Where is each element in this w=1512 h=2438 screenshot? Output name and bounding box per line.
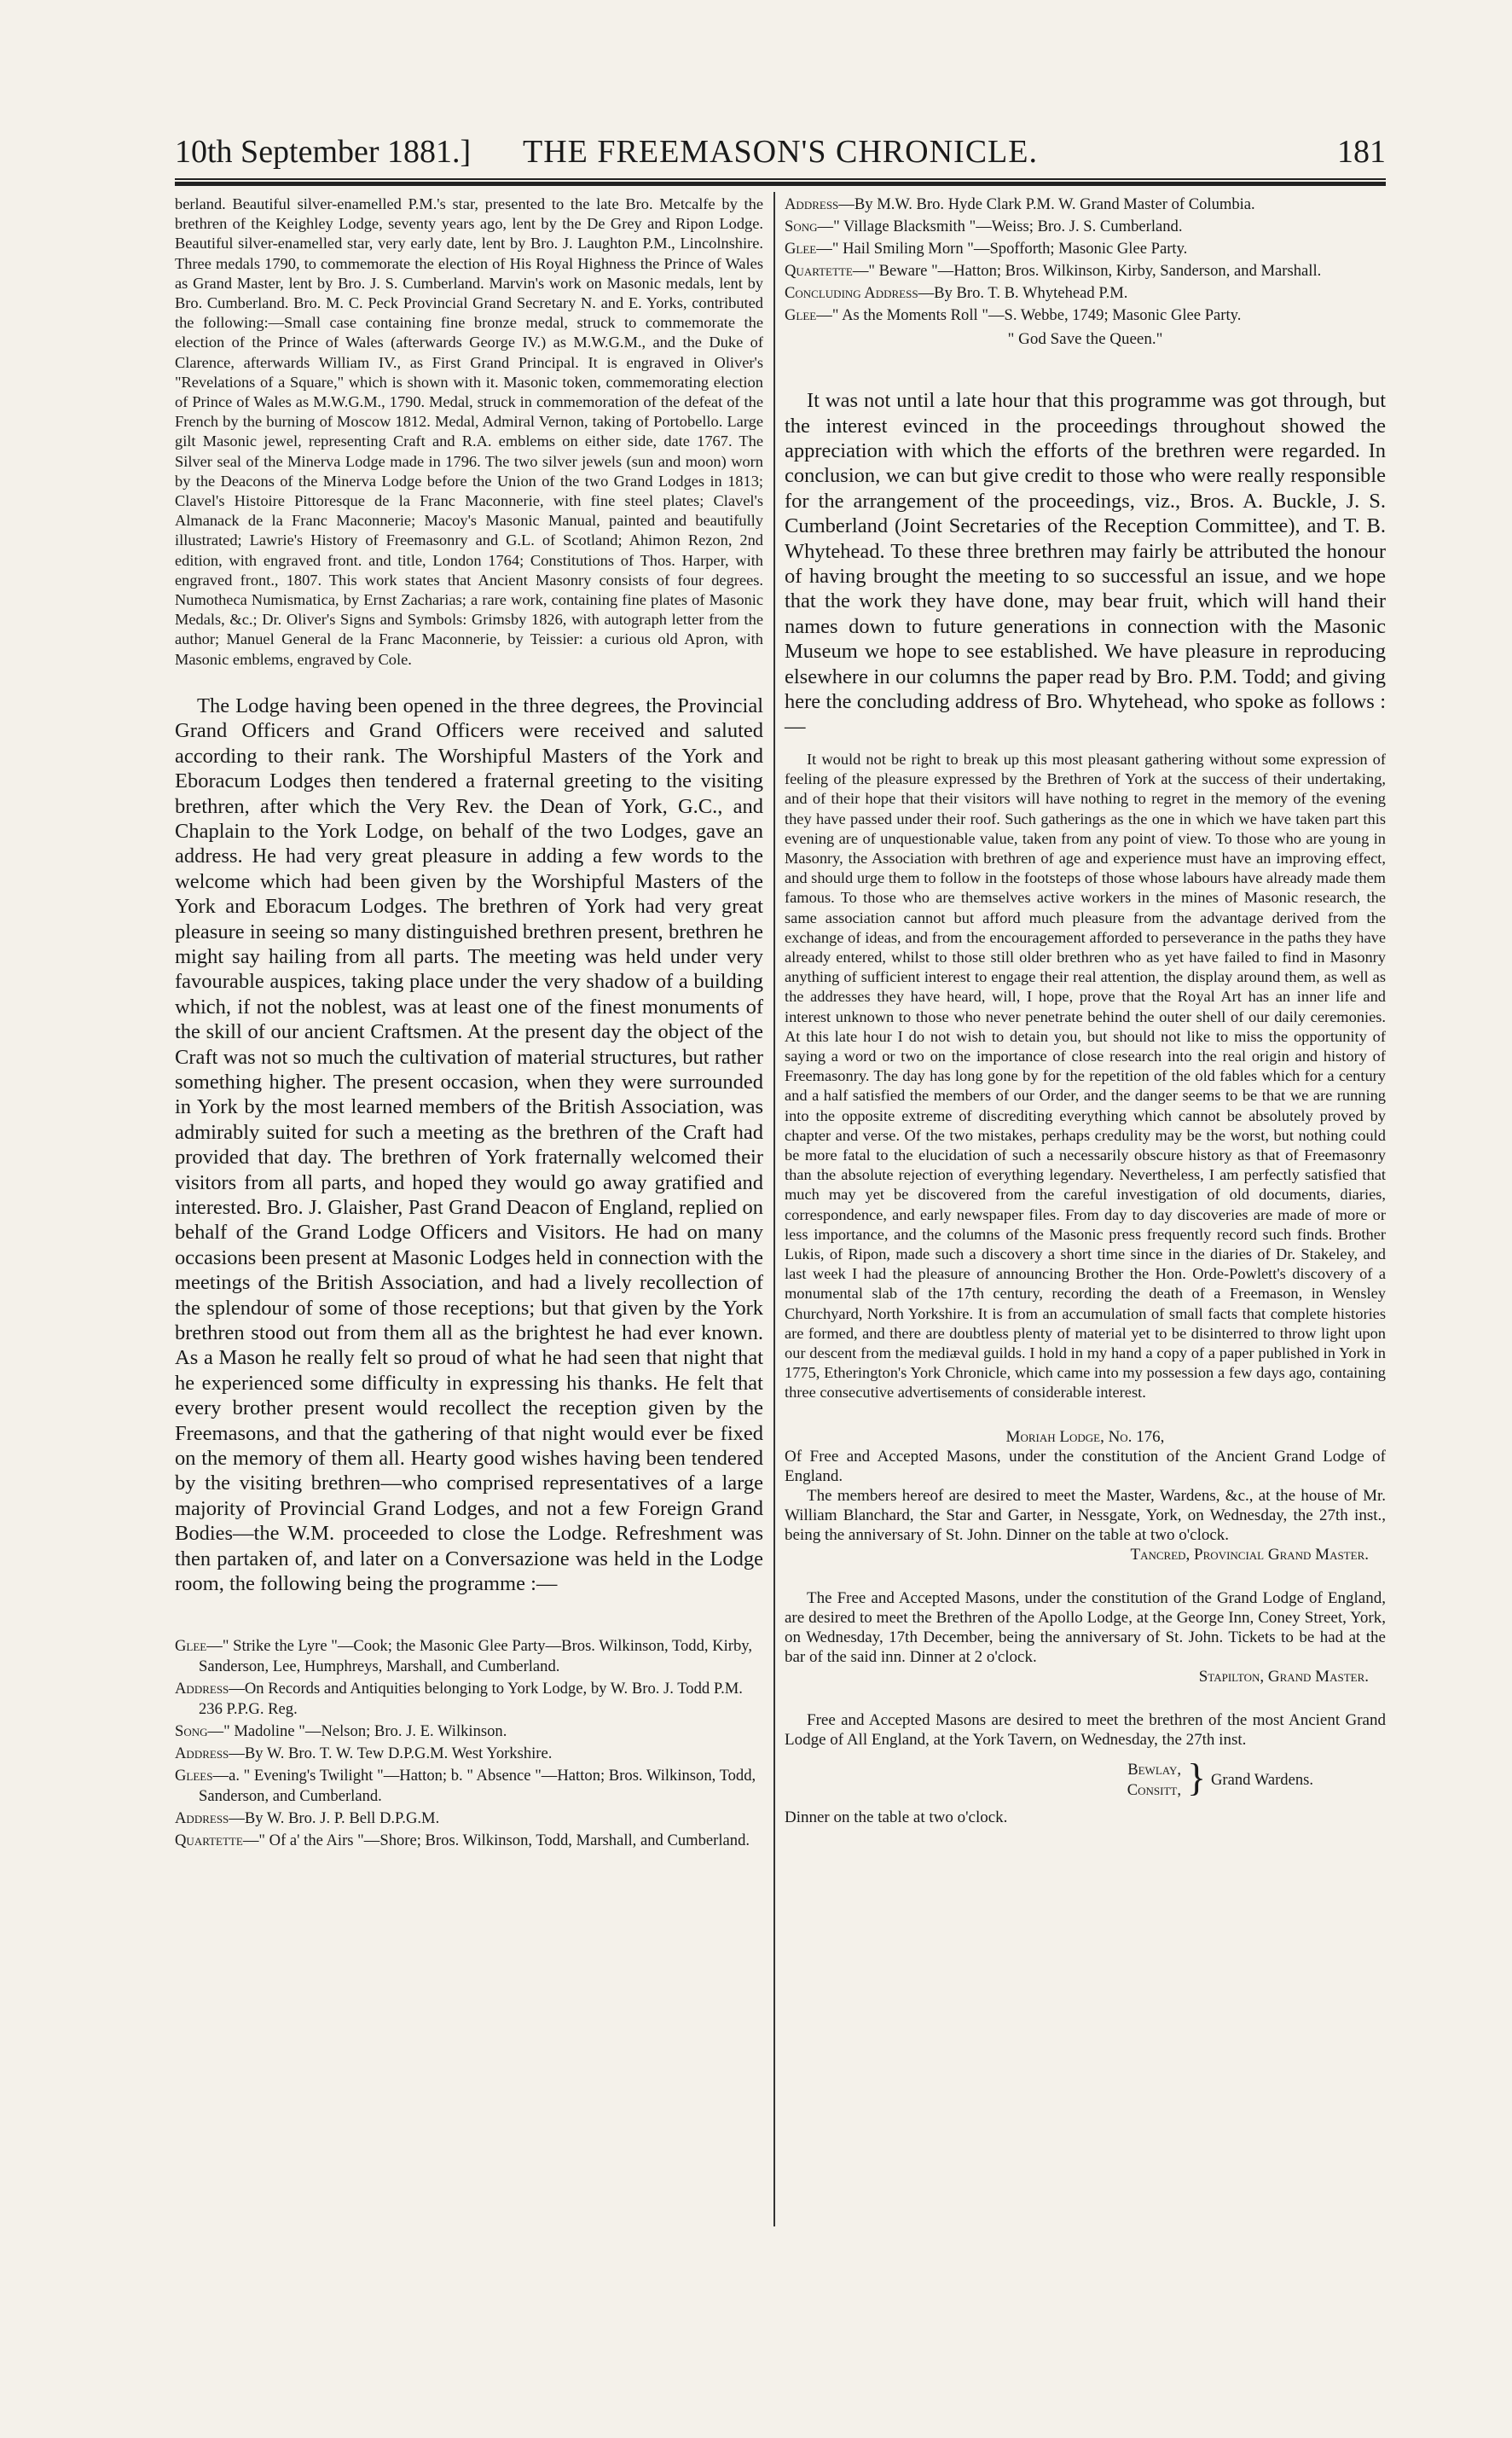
right-column xyxy=(785,194,1386,1827)
issue-date: 10th September 1881.] xyxy=(175,134,472,170)
programme-item: Address—By M.W. Bro. Hyde Clark P.M. W. Grand Master of Columbia. xyxy=(785,195,1255,213)
header-rule-thick xyxy=(175,182,1386,186)
programme-item: Glee—" Strike the Lyre "—Cook; the Masonic Glee Party—Bros. Wilkinson, Todd, Kirby, Sanderson, Lee, Humphreys, Marshall, and Cumberland. xyxy=(175,1636,753,1675)
page-number: 181 xyxy=(1337,134,1386,170)
moriah-lodge-heading: Moriah Lodge, No. 176, xyxy=(1005,1427,1165,1446)
programme-item: Address—On Records and Antiquities belonging to York Lodge, by W. Bro. J. Todd P.M. 236 P.P.G. Reg. xyxy=(175,1679,743,1718)
ancient-lodge-dinner: Dinner on the table at two o'clock. xyxy=(785,1808,1008,1827)
programme-item: Glee—" Hail Smiling Morn "—Spofforth; Masonic Glee Party. xyxy=(785,240,1188,258)
programme-item: Song—" Madoline "—Nelson; Bro. J. E. Wilkinson. xyxy=(175,1721,507,1740)
programme-item: Quartette—" Beware "—Hatton; Bros. Wilkinson, Kirby, Sanderson, and Marshall. xyxy=(785,262,1322,280)
warden-name: Consitt, xyxy=(1127,1781,1181,1800)
column-divider xyxy=(773,192,775,2226)
exhibits-paragraph: berland. Beautiful silver-enamelled P.M.'s star, presented to the late Bro. Metcalfe by the brethren of the Keighley Lodge, seventy years ago, lent by the De Grey and Ripon Lodge. Beautiful silver-enamelled star, very early date, lent by Bro. J. Laughton P.M., Lincolnshire. Three medals 1790, to commemorate the election of His Royal Highness the Prince of Wales as Grand Master, lent by Bro. J. S. Cumberland. Marvin's work on Masonic medals, lent by Bro. Cumberland. Bro. M. C. Peck Provincial Grand Secretary N. and E. Yorks, contributed the following:—Small case containing fine bronze medal, struck to commemorate the election of the Prince of Wales (afterwards George IV.) as M.W.G.M., and the Duke of Clarence, afterwards William IV., as First Grand Principal. It is engraved in Oliver's "Revelations of a Square," which is shown with it. Masonic token, commemorating election of Prince of Wales as M.W.G.M., 1790. Medal, struck in commemoration of the defeat of the French by the burning of Moscow 1812. Medal, Admiral Vernon, taking of Portobello. Large gilt Masonic jewel, representing Craft and R.A. emblems on either side, date 1767. The Silver seal of the Minerva Lodge made in 1796. The two silver jewels (sun and moon) worn by the Deacons of the Minerva Lodge before the Union of the two Grand Lodges in 1813; Clavel's Histoire Pittoresque de la Franc Maconnerie, with fine steel plates; Clavel's Almanack de la Franc Maconnerie; Macoy's Masonic Manual, painted and beautifully illustrated; Lawrie's History of Freemasonry and G.L. of Scotland; Ahimon Rezon, 2nd edition, with engraved front. and title, London 1764; Constitutions of Thos. Harper, with engraved front., 1807. This work states that Ancient Masonry consists of four degrees. Numotheca Numismatica, by Ernst Zacharias; a rare work, containing fine plates of Masonic Medals, &c.; Dr. Oliver's Signs and Symbols: Grimsby 1826, with autograph letter from the author; Manuel General de la Franc Maconnerie, by Teissier: a curious old Apron, with Masonic emblems, engraved by Cole. xyxy=(175,195,763,668)
programme-item: Song—" Village Blacksmith "—Weiss; Bro. J. S. Cumberland. xyxy=(785,218,1183,235)
warden-name: Bewlay, xyxy=(1127,1761,1181,1779)
programme-item: Quartette—" Of a' the Airs "—Shore; Bros. Wilkinson, Todd, Marshall, and Cumberland. xyxy=(175,1831,750,1849)
programme-list-right xyxy=(785,194,1386,326)
page-header xyxy=(175,128,1386,176)
ancient-lodge-notice: Free and Accepted Masons are desired to meet the brethren of the most Ancient Grand Lodge of All England, at the York Tavern, on Wednesday, the 27th inst. xyxy=(785,1711,1386,1750)
publication-title: THE FREEMASON'S CHRONICLE. xyxy=(523,134,1038,170)
programme-item: Address—By W. Bro. J. P. Bell D.P.G.M. xyxy=(175,1808,440,1827)
moriah-lodge-intro: Of Free and Accepted Masons, under the constitution of the Ancient Grand Lodge of England. xyxy=(785,1447,1386,1485)
programme-item: Glee—" As the Moments Roll "—S. Webbe, 1749; Masonic Glee Party. xyxy=(785,306,1242,324)
left-column xyxy=(175,194,763,1853)
programme-list-left xyxy=(175,1636,763,1851)
lodge-report-paragraph: The Lodge having been opened in the three degrees, the Provincial Grand Officers and Grand Officers were received and saluted according to their rank. The Worshipful Masters of the York and Eboracum Lodges then tendered a fraternal greeting to the visiting brethren, after which the Very Rev. the Dean of York, G.C., and Chaplain to the York Lodge, on behalf of the two Lodges, gave an address. He had very great pleasure in adding a few words to the welcome which had been given by the Worshipful Masters of the York and Eboracum Lodges. The brethren of York had very great pleasure in seeing so many distinguished brethren present, brethren he might say hailing from all parts. The meeting was held under very favourable auspices, taking place under the very shadow of a building which, if not the noblest, was at least one of the finest monuments of the skill of our ancient Craftsmen. At the present day the object of the Craft was not so much the cultivation of material structures, but rather something higher. The present occasion, when they were surrounded in York by the most learned members of the British Association, was admirably suited for such a meeting as the brethren of the Craft had provided that day. The brethren of York fraternally welcomed their visitors from all parts, and hoped they would go away gratified and interested. Bro. J. Glaisher, Past Grand Deacon of England, replied on behalf of the Grand Lodge Officers and Visitors. He had on many occasions been present at Masonic Lodges held in connection with the meetings of the British Association, and had a lively recollection of the splendour of some of those receptions; but that given by the York brethren stood out from them all as the brightest he had ever known. As a Mason he really felt so proud of what he had seen that night that he experienced some difficulty in expressing his thanks. He felt that every brother present would recollect the reception given by the Freemasons, and that the gathering of that night would ever be fixed on the memory of them all. Hearty good wishes having been tendered by the visiting brethren—who comprised representatives of a large majority of Provincial Grand Lodges, and not a few Foreign Grand Bodies—the W.M. proceeded to close the Lodge. Refreshment was then partaken of, and later on a Conversazione was held in the Lodge room, the following being the programme :— xyxy=(175,694,763,1596)
brace-glyph: } xyxy=(1187,1756,1207,1800)
programme-item: Concluding Address—By Bro. T. B. Whytehead P.M. xyxy=(785,284,1128,302)
programme-item: Address—By W. Bro. T. W. Tew D.P.G.M. West Yorkshire. xyxy=(175,1744,553,1762)
apollo-lodge-signature: Stapilton, Grand Master. xyxy=(1198,1668,1369,1686)
header-rule-thin xyxy=(175,178,1386,180)
conclusion-paragraph: It was not until a late hour that this programme was got through, but the interest evinced in the proceedings throughout showed the appreciation with which the efforts of the brethren were regarded. In conclusion, we can but give credit to those who were really responsible for the arrangement of the proceedings, viz., Bros. A. Buckle, J. S. Cumberland (Joint Secretaries of the Reception Committee), and T. B. Whytehead. To these three brethren may fairly be attributed the honour of having brought the meeting to so successful an issue, and we hope that the work they have done, may bear fruit, which will hand their names down to future generations in connection with the Masonic Museum we hope to see established. We have pleasure in reproducing elsewhere in our columns the paper read by Bro. P.M. Todd; and giving here the concluding address of Bro. Whytehead, who spoke as follows :— xyxy=(785,389,1386,739)
grand-wardens-signature xyxy=(785,1756,1386,1808)
wardens-role: Grand Wardens. xyxy=(1211,1771,1314,1790)
moriah-lodge-notice: The members hereof are desired to meet the Master, Wardens, &c., at the house of Mr. William Blanchard, the Star and Garter, in Nessgate, York, on Wednesday, the 27th inst., being the anniversary of St. John. Dinner on the table at two o'clock. xyxy=(785,1486,1386,1544)
apollo-lodge-notice: The Free and Accepted Masons, under the constitution of the Grand Lodge of England, are desired to meet the Brethren of the Apollo Lodge, at the George Inn, Coney Street, York, on Wednesday, 17th December, being the anniversary of St. John. Tickets to be had at the bar of the said inn. Dinner at 2 o'clock. xyxy=(785,1589,1386,1666)
whytehead-address: It would not be right to break up this most pleasant gathering without some expression of feeling of the pleasure expressed by the Brethren of York at the success of their undertaking, and of their hope that their visitors will have nothing to regret in the memory of the evening they have passed under their roof. Such gatherings as the one in which we have taken part this evening are of unquestionable value, taken from any point of view. To those who are young in Masonry, the Association with brethren of age and experience must have an improving effect, and should urge them to follow in the footsteps of those whose labours have already made them famous. To those who are themselves active workers in the mines of Masonic research, the same association cannot but afford much pleasure from the advantage derived from the exchange of ideas, and from the encouragement afforded to perseverance in the paths they have already entered, whilst to those still older brethren who as yet have failed to find in Masonry anything of sufficient interest to engage their real attention, the display around them, as well as the addresses they have heard, will, I hope, prove that the Royal Art has an inner life and interest unknown to those who never penetrate behind the outer shell of our daily ceremonies. At this late hour I do not wish to detain you, but should not like to miss the opportunity of saying a word or two on the importance of close research into the real origin and history of Freemasonry. The day has long gone by for the repetition of the old fables which for a century and a half satisfied the members of our Order, and the danger seems to be that we are running into the opposite extreme of discrediting everything which cannot be absolutely proved by chapter and verse. Of the two mistakes, perhaps credulity may be the worst, but nothing could be more fatal to the elucidation of such a necessarily obscure history as that of Freemasonry than the absolute rejection of everything legendary. Nevertheless, I am perfectly satisfied that much may yet be discovered from the careful investigation of old documents, diaries, correspondence, and early newspaper files. From day to day discoveries are made of more or less importance, and the columns of the Masonic press frequently record such finds. Brother Lukis, of Ripon, made such a discovery a short time since in the diaries of Dr. Stakeley, and last week I had the pleasure of announcing Brother the Hon. Orde-Powlett's discovery of a monumental slab of the 17th century, recording the death of a Freemason, in Wensley Churchyard, North Yorkshire. It is from an accumulation of small facts that complete histories are formed, and there are doubtless plenty of material yet to be disinterred to throw light upon our descent from the mediæval guilds. I hold in my hand a copy of a paper published in York in 1775, Etherington's York Chronicle, which came into my possession a few days ago, containing three consecutive advertisements of considerable interest. xyxy=(785,750,1386,1402)
anthem-line: " God Save the Queen." xyxy=(1007,330,1163,348)
moriah-lodge-signature: Tancred, Provincial Grand Master. xyxy=(1130,1545,1369,1564)
programme-item: Glees—a. " Evening's Twilight "—Hatton; b. " Absence "—Hatton; Bros. Wilkinson, Todd, Sanderson, and Cumberland. xyxy=(175,1766,756,1805)
